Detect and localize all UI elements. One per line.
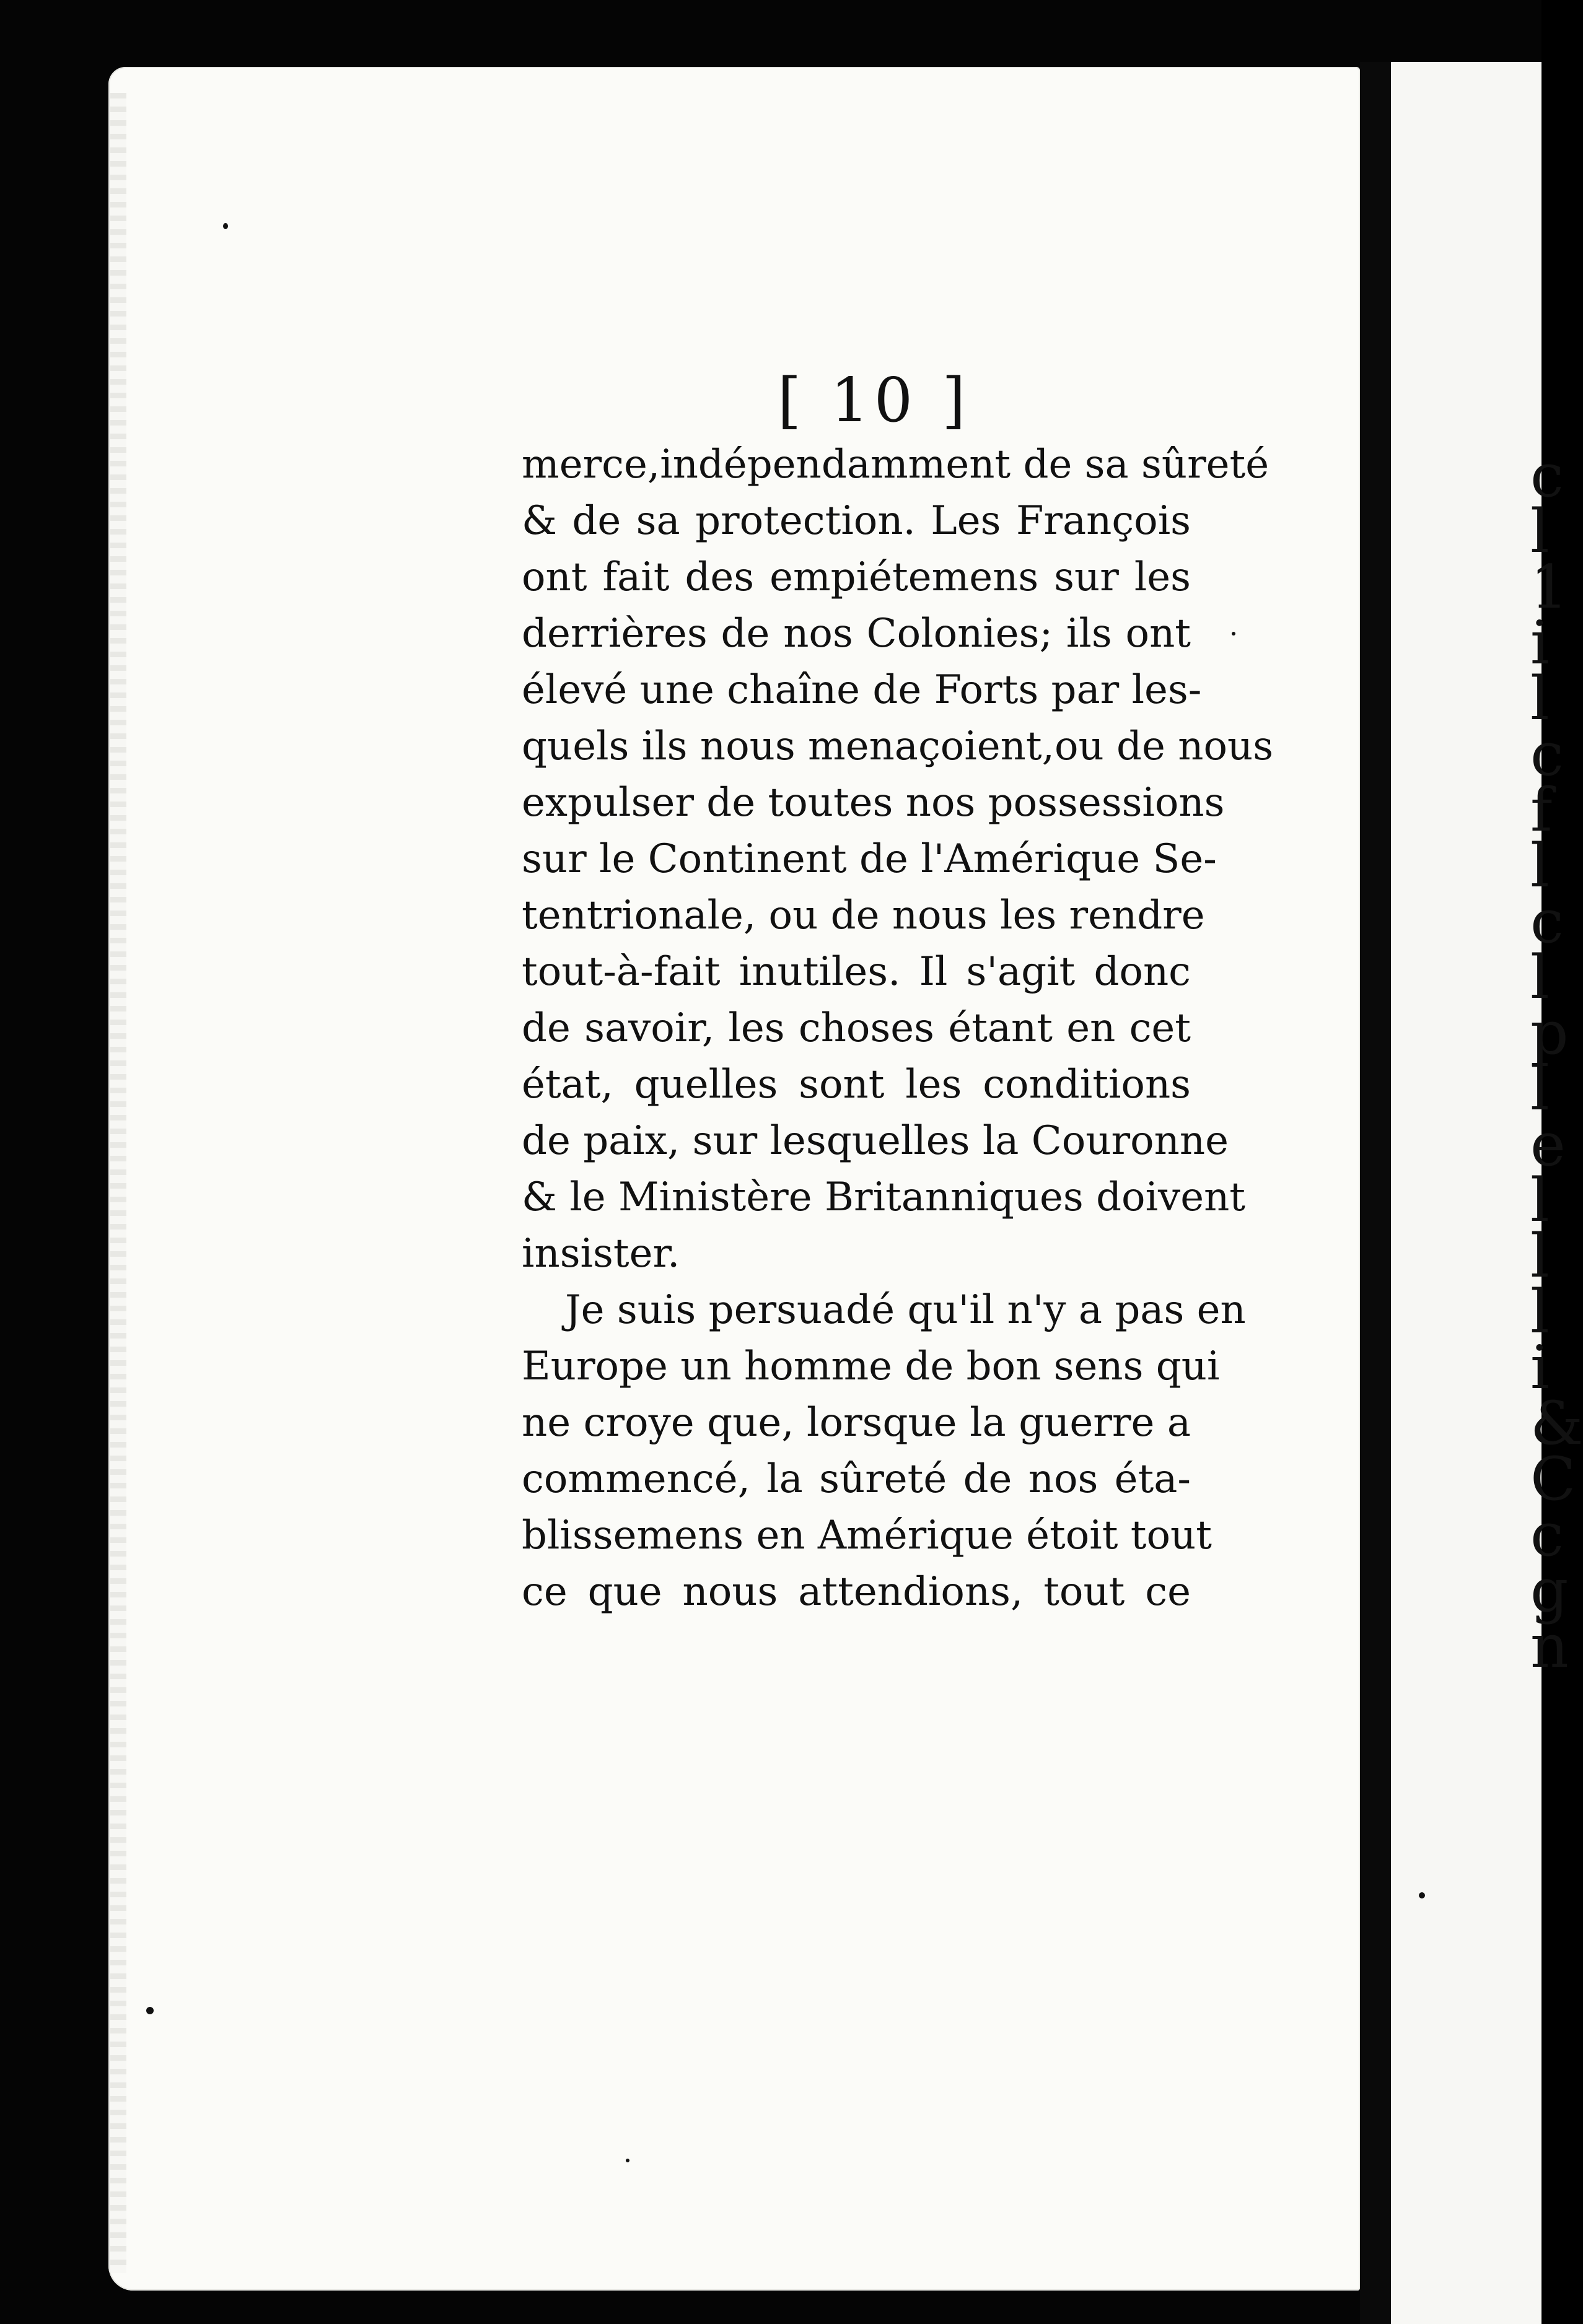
facing-glyph: l [1530, 1277, 1550, 1347]
text-line: & de sa protection. Les François [522, 498, 1191, 544]
facing-glyph: l [1530, 943, 1550, 1012]
text-line: de savoir, les choses étant en cet [522, 1005, 1191, 1051]
text-line: quels ils nous menaçoient,ou de nous [522, 723, 1274, 769]
paper-speck [1232, 632, 1235, 636]
text-line: commencé, la sûreté de nos éta- [522, 1456, 1191, 1502]
facing-glyph: p [1530, 998, 1569, 1068]
text-line: expulser de toutes nos possessions [522, 780, 1225, 826]
facing-glyph: l [1530, 1054, 1550, 1124]
facing-glyph: 1 [1530, 553, 1569, 622]
text-line: élevé une chaîne de Forts par les- [522, 667, 1202, 713]
text-line: ont fait des empiétemens sur les [522, 554, 1191, 600]
facing-glyph: i [1530, 1333, 1550, 1402]
text-line: tentrionale, ou de nous les rendre [522, 893, 1205, 938]
page-number: [ 10 ] [778, 365, 971, 436]
paper-speck [223, 223, 228, 229]
text-line: & le Ministère Britanniques doivent [522, 1174, 1245, 1220]
facing-glyph: l [1530, 1166, 1550, 1235]
text-line: derrières de nos Colonies; ils ont [522, 611, 1191, 657]
facing-glyph: e [1530, 1110, 1566, 1179]
page-deckle-edge [110, 93, 126, 2273]
text-line: de paix, sur lesquelles la Couronne [522, 1118, 1229, 1164]
facing-glyph: l [1530, 1221, 1550, 1291]
facing-glyph: n [1530, 1612, 1569, 1681]
facing-glyph: i [1530, 608, 1550, 678]
facing-glyph: l [1530, 831, 1550, 901]
facing-glyph: c [1530, 887, 1564, 956]
text-line: blissemens en Amérique étoit tout [522, 1513, 1212, 1558]
facing-glyph: C [1530, 1444, 1576, 1514]
text-line: insister. [522, 1231, 680, 1277]
paper-speck [626, 2159, 629, 2162]
facing-glyph: l [1530, 664, 1550, 733]
text-line: Europe un homme de bon sens qui [522, 1343, 1220, 1389]
text-line: ne croye que, lorsque la guerre a [522, 1400, 1191, 1446]
paper-speck [146, 2007, 154, 2014]
facing-glyph: g [1530, 1556, 1569, 1625]
text-line: sur le Continent de l'Amérique Se- [522, 836, 1217, 882]
facing-glyph: c [1530, 720, 1564, 789]
facing-glyph: c [1530, 1500, 1564, 1570]
facing-page [1391, 62, 1541, 2324]
text-line: merce,indépendamment de sa sûreté [522, 442, 1269, 487]
body-text [522, 437, 1274, 1620]
facing-glyph: c [1530, 441, 1564, 510]
facing-glyph: f [1530, 775, 1553, 845]
paper-speck [1419, 1892, 1425, 1898]
facing-glyph: & [1530, 1389, 1583, 1458]
text-line: ce que nous attendions, tout ce [522, 1569, 1191, 1615]
text-line: tout-à-fait inutiles. Il s'agit donc [522, 949, 1191, 995]
text-line: Je suis persuadé qu'il n'y a pas en [565, 1287, 1246, 1333]
book-gutter [1360, 62, 1391, 2324]
text-line: état, quelles sont les conditions [522, 1062, 1191, 1107]
facing-glyph: l [1530, 497, 1550, 566]
